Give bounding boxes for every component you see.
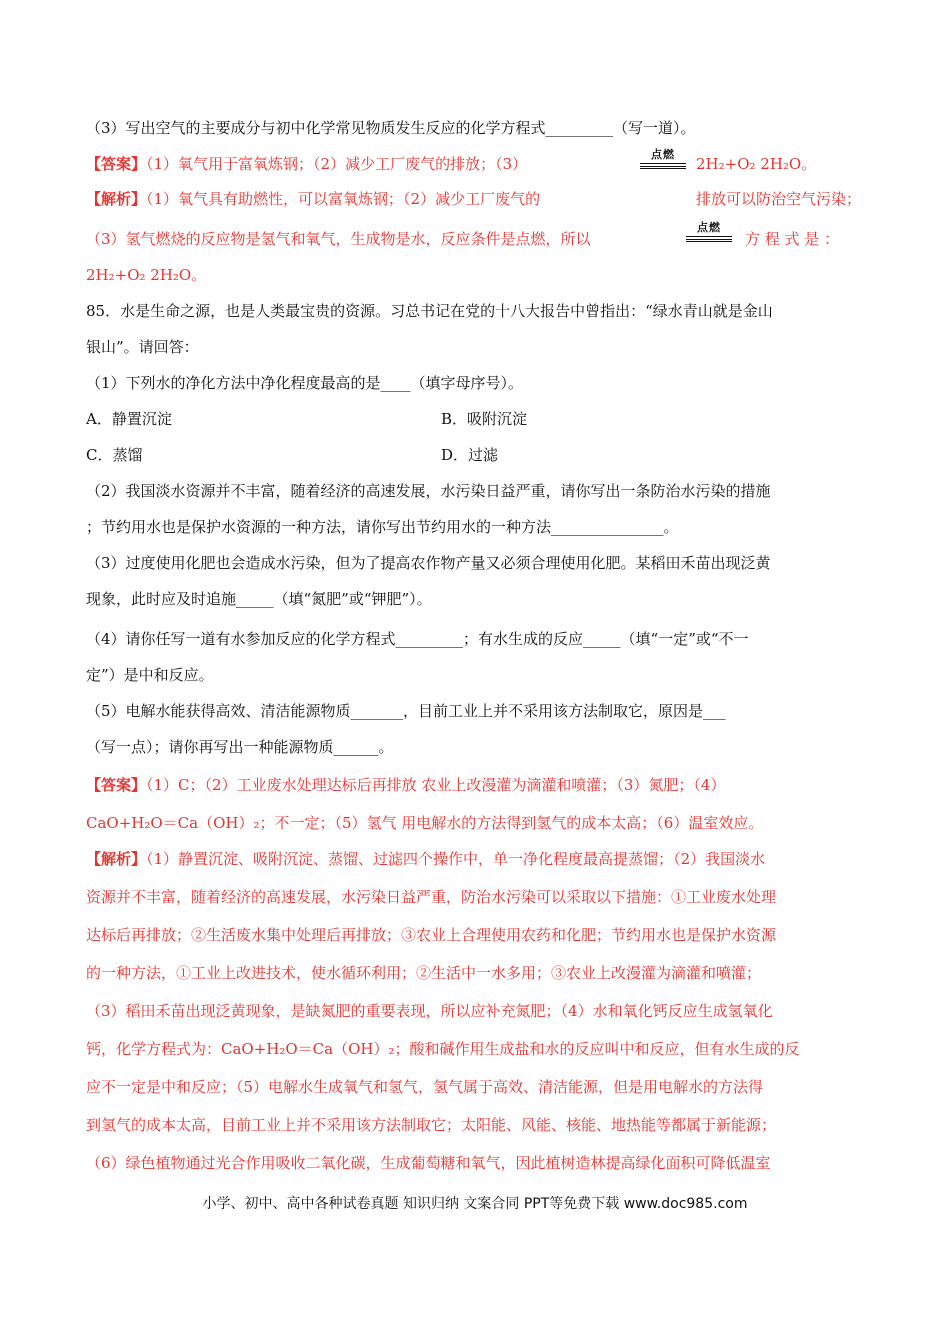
q85-answer-line1: 【答案】（1）C；（2）工业废水处理达标后再排放 农业上改漫灌为滴灌和喷灌；（3）氮肥；（4） [86, 776, 726, 794]
q85-options-row1 [86, 409, 866, 429]
q85-options-row2 [86, 445, 866, 465]
option-b: B．吸附沉淀 [441, 410, 528, 428]
q84-answer-equation: 2H₂+O₂ 2H₂O。 [696, 155, 817, 173]
q85-part4-line2: 定”）是中和反应。 [86, 666, 214, 684]
analysis-tag: 【解析】 [86, 850, 147, 868]
q85-part5-line2: （写一点）；请你再写出一种能源物质______。 [86, 738, 394, 756]
q85-stem-line2: 银山”。请回答： [86, 338, 199, 356]
q84-analysis-line1-end: 排放可以防治空气污染； [696, 190, 862, 208]
q85-part2-line2: ；节约用水也是保护水资源的一种方法，请你写出节约用水的一种方法_______________。 [86, 518, 679, 536]
q85-analysis-line3: 达标后再排放；②生活废水集中处理后再排放；③农业上合理使用农药和化肥；节约用水也是保护水资源 [86, 926, 777, 944]
q85-part4-line1: （4）请你任写一道有水参加反应的化学方程式_________；有水生成的反应_____（填“一定”或“不一 [86, 630, 749, 648]
option-d: D．过滤 [441, 446, 499, 464]
q85-analysis-line6: 钙，化学方程式为：CaO+H₂O＝Ca（OH）₂；酸和碱作用生成盐和水的反应叫中和反应，但有水生成的反 [86, 1040, 800, 1058]
q85-answer-line2: CaO+H₂O＝Ca（OH）₂；不一定；（5）氢气 用电解水的方法得到氢气的成本太高；（6）温室效应。 [86, 814, 764, 832]
answer-tag: 【答案】 [86, 776, 147, 794]
q84-part3: （3）写出空气的主要成分与初中化学常见物质发生反应的化学方程式_________（写一道）。 [86, 119, 696, 137]
answer-tag: 【答案】 [86, 155, 147, 173]
q84-analysis-line1: 【解析】（1）氧气具有助燃性，可以富氧炼钢；（2）减少工厂废气的 [86, 190, 541, 208]
q85-stem-line1: 85．水是生命之源，也是人类最宝贵的资源。习总书记在党的十八大报告中曾指出：“绿水青山就是金山 [86, 302, 773, 320]
q85-analysis-line8: 到氢气的成本太高，目前工业上并不采用该方法制取它；太阳能、风能、核能、地热能等都属于新能源； [86, 1116, 777, 1134]
q84-analysis-line3: 2H₂+O₂ 2H₂O。 [86, 266, 207, 284]
q85-analysis-line4: 的一种方法，①工业上改进技术，使水循环利用；②生活中一水多用；③农业上改漫灌为滴灌和喷灌； [86, 964, 762, 982]
q85-part1: （1）下列水的净化方法中净化程度最高的是____（填字母序号）。 [86, 374, 524, 392]
q84-analysis-line2-end: 方 程 式 是 ： [745, 230, 840, 248]
q85-analysis-line1: 【解析】（1）静置沉淀、吸附沉淀、蒸馏、过滤四个操作中，单一净化程度最高提蒸馏；（2）我国淡水 [86, 850, 766, 868]
option-a: A．静置沉淀 [86, 410, 172, 428]
q85-part3-line1: （3）过度使用化肥也会造成水污染，但为了提高农作物产量又必须合理使用化肥。某稻田禾苗出现泛黄 [86, 554, 771, 572]
q85-part5-line1: （5）电解水能获得高效、清洁能源物质_______，目前工业上并不采用该方法制取它，原因是___ [86, 702, 726, 720]
option-c: C．蒸馏 [86, 446, 143, 464]
reaction-condition-ignite: 点燃 [640, 148, 686, 174]
q85-analysis-line9: （6）绿色植物通过光合作用吸收二氧化碳，生成葡萄糖和氧气，因此植树造林提高绿化面积可降低温室 [86, 1154, 771, 1172]
q85-analysis-line2: 资源并不丰富，随着经济的高速发展，水污染日益严重，防治水污染可以采取以下措施：①工业废水处理 [86, 888, 777, 906]
q84-analysis-line2: （3）氢气燃烧的反应物是氢气和氧气，生成物是水，反应条件是点燃，所以 [86, 230, 591, 248]
q85-analysis-line5: （3）稻田禾苗出现泛黄现象，是缺氮肥的重要表现，所以应补充氮肥；（4）水和氧化钙反应生成氢氧化 [86, 1002, 773, 1020]
q85-part2-line1: （2）我国淡水资源并不丰富，随着经济的高速发展，水污染日益严重，请你写出一条防治水污染的措施 [86, 482, 771, 500]
q85-part3-line2: 现象，此时应及时追施_____（填“氮肥”或“钾肥”）。 [86, 590, 432, 608]
reaction-condition-ignite-2: 点燃 [686, 221, 732, 247]
q85-analysis-line7: 应不一定是中和反应；（5）电解水生成氧气和氢气，氢气属于高效、清洁能源，但是用电解水的方法得 [86, 1078, 764, 1096]
page-footer: 小学、初中、高中各种试卷真题 知识归纳 文案合同 PPT等免费下载 www.doc985.com [202, 1196, 748, 1212]
analysis-tag: 【解析】 [86, 190, 147, 208]
q84-answer-text: （1）氧气用于富氧炼钢；（2）减少工厂废气的排放；（3） [146, 155, 528, 173]
